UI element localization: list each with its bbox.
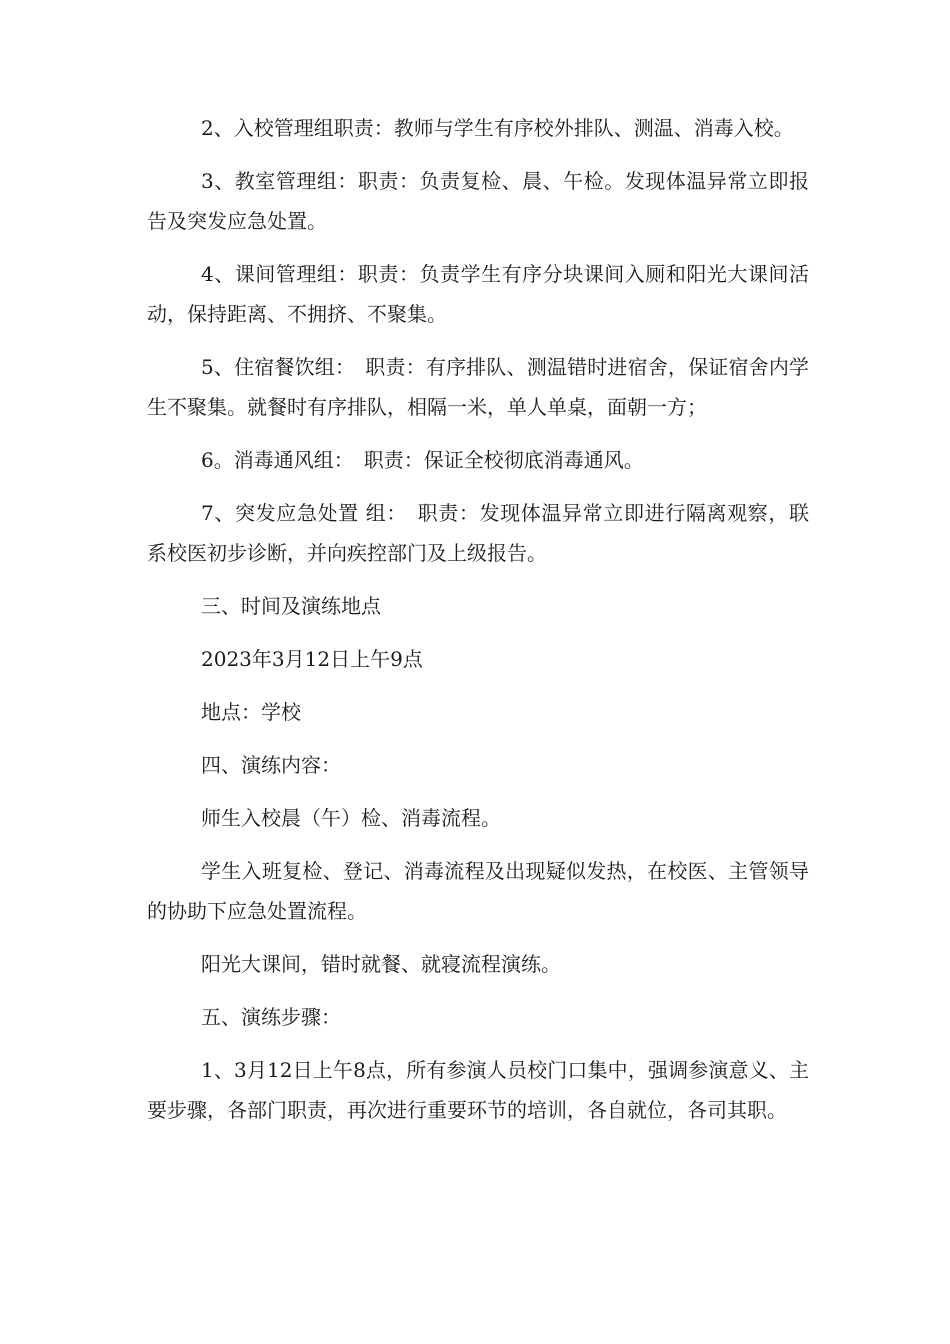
section-heading-time-place: 三、时间及演练地点 <box>201 594 381 618</box>
paragraph-content-class-check: 学生入班复检、登记、消毒流程及出现疑似发热，在校医、主管领导的协助下应急处置流程。 <box>147 859 809 923</box>
section-heading-drill-content: 四、演练内容： <box>201 753 341 777</box>
paragraph-content-entry-check: 师生入校晨（午）检、消毒流程。 <box>201 806 501 830</box>
section-heading-drill-steps: 五、演练步骤： <box>201 1005 341 1029</box>
paragraph-drill-location: 地点：学校 <box>201 700 301 724</box>
paragraph-disinfection-group-duty: 6。消毒通风组： 职责：保证全校彻底消毒通风。 <box>201 448 644 472</box>
paragraph-drill-date: 2023年3月12日上午9点 <box>201 647 423 671</box>
paragraph-entry-group-duty: 2、入校管理组职责：教师与学生有序校外排队、测温、消毒入校。 <box>201 116 794 140</box>
paragraph-step-one: 1、3月12日上午8点，所有参演人员校门口集中，强调参演意义、主要步骤，各部门职责，再次进行重要环节的培训，各自就位，各司其职。 <box>147 1058 809 1122</box>
paragraph-classroom-group-duty: 3、教室管理组：职责：负责复检、晨、午检。发现体温异常立即报告及突发应急处置。 <box>147 169 809 233</box>
document-body <box>147 108 809 1143</box>
paragraph-emergency-group-duty: 7、突发应急处置 组： 职责：发现体温异常立即进行隔离观察，联系校医初步诊断，并向疾控部门及上级报告。 <box>147 501 809 565</box>
paragraph-break-group-duty: 4、课间管理组：职责：负责学生有序分块课间入厕和阳光大课间活动，保持距离、不拥挤、不聚集。 <box>147 262 809 326</box>
paragraph-dorm-dining-group-duty: 5、住宿餐饮组： 职责：有序排队、测温错时进宿舍，保证宿舍内学生不聚集。就餐时有序排队，相隔一米，单人单桌，面朝一方； <box>147 355 809 419</box>
paragraph-content-break-dining: 阳光大课间，错时就餐、就寝流程演练。 <box>201 952 561 976</box>
